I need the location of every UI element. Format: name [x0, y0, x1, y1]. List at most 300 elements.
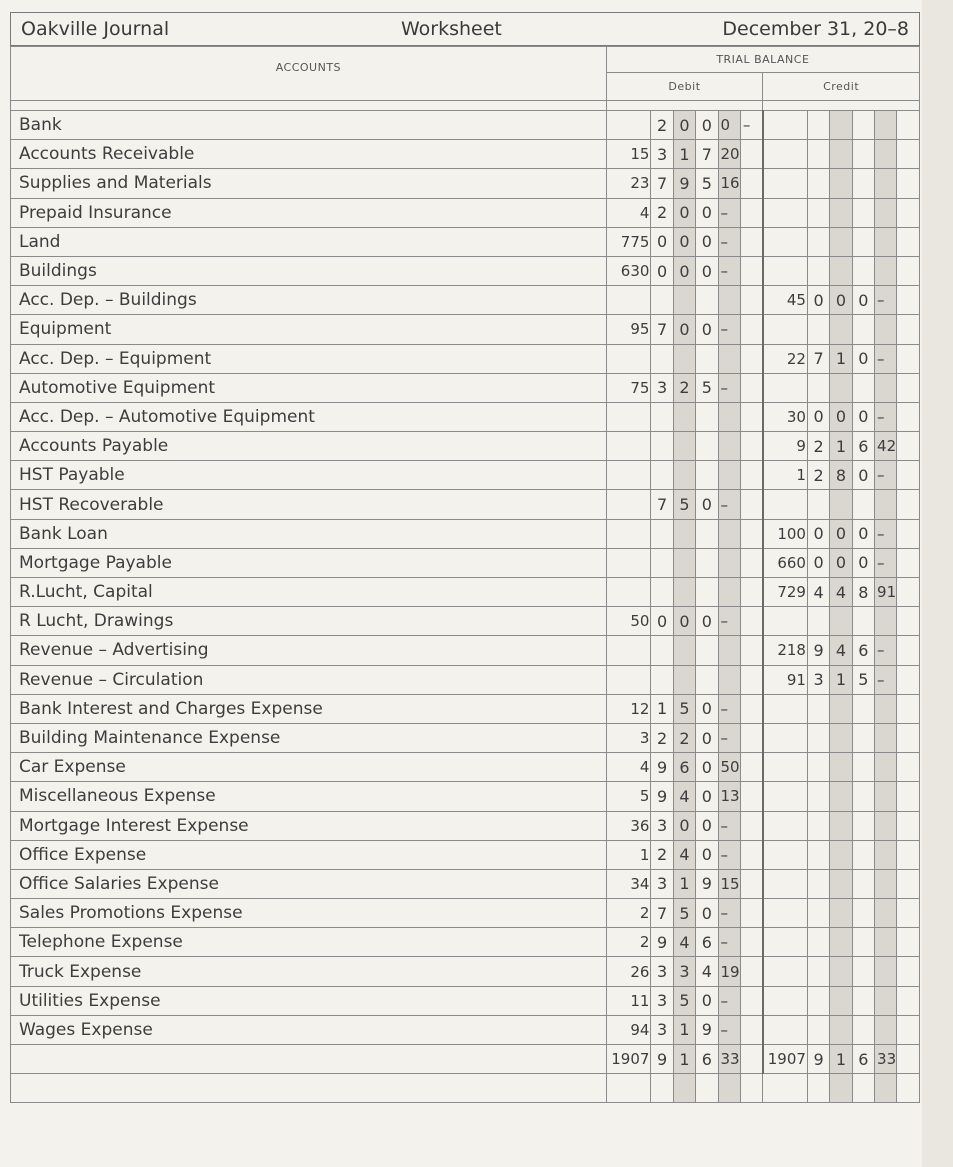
- debit-amount-cell: 0: [696, 753, 718, 782]
- debit-amount-cell: 1: [606, 840, 651, 869]
- credit-amount-cell: [875, 140, 897, 169]
- debit-amount-cell: [740, 432, 762, 461]
- debit-amount-cell: [606, 111, 651, 140]
- table-row: [11, 1015, 920, 1044]
- credit-amount-cell: [875, 169, 897, 198]
- credit-amount-cell: [875, 227, 897, 256]
- account-name: Acc. Dep. – Equipment: [11, 344, 607, 373]
- credit-amount-cell: [807, 607, 829, 636]
- credit-amount-cell: –: [875, 519, 897, 548]
- debit-amount-cell: 7: [696, 140, 718, 169]
- credit-amount-cell: [897, 1045, 920, 1074]
- debit-amount-cell: [651, 432, 673, 461]
- table-row: [11, 198, 920, 227]
- credit-amount-cell: [897, 636, 920, 665]
- debit-amount-cell: 1: [673, 869, 695, 898]
- credit-column-header: Credit: [763, 73, 920, 101]
- debit-amount-cell: [740, 899, 762, 928]
- credit-amount-cell: [897, 869, 920, 898]
- empty-cell: [696, 1074, 718, 1103]
- debit-amount-cell: 3: [651, 869, 673, 898]
- empty-cell: [673, 1074, 695, 1103]
- empty-cell: [651, 1074, 673, 1103]
- credit-amount-cell: [852, 1015, 874, 1044]
- credit-amount-cell: [763, 811, 808, 840]
- credit-amount-cell: [897, 169, 920, 198]
- credit-amount-cell: [875, 782, 897, 811]
- credit-amount-cell: [852, 869, 874, 898]
- debit-amount-cell: 0: [651, 256, 673, 285]
- credit-amount-cell: [852, 111, 874, 140]
- debit-amount-cell: [740, 548, 762, 577]
- credit-amount-cell: [852, 256, 874, 285]
- credit-amount-cell: [807, 694, 829, 723]
- credit-amount-cell: [807, 140, 829, 169]
- debit-amount-cell: 7: [651, 315, 673, 344]
- credit-amount-cell: [830, 899, 852, 928]
- credit-amount-cell: [897, 665, 920, 694]
- debit-amount-cell: [606, 548, 651, 577]
- debit-amount-cell: [696, 432, 718, 461]
- account-name: Wages Expense: [11, 1015, 607, 1044]
- account-name: Building Maintenance Expense: [11, 723, 607, 752]
- credit-amount-cell: [875, 928, 897, 957]
- debit-amount-cell: 33: [718, 1045, 740, 1074]
- credit-amount-cell: [763, 723, 808, 752]
- credit-amount-cell: 218: [763, 636, 808, 665]
- debit-amount-cell: [740, 315, 762, 344]
- spacer-cell: [763, 101, 920, 111]
- credit-amount-cell: [763, 782, 808, 811]
- credit-amount-cell: [807, 840, 829, 869]
- debit-amount-cell: [696, 286, 718, 315]
- debit-amount-cell: [696, 519, 718, 548]
- credit-amount-cell: [897, 519, 920, 548]
- account-name: Supplies and Materials: [11, 169, 607, 198]
- account-name: Revenue – Circulation: [11, 665, 607, 694]
- credit-amount-cell: [830, 607, 852, 636]
- account-name: Automotive Equipment: [11, 373, 607, 402]
- empty-cell: [740, 1074, 762, 1103]
- debit-amount-cell: 7: [651, 490, 673, 519]
- debit-amount-cell: [673, 578, 695, 607]
- debit-amount-cell: –: [718, 928, 740, 957]
- empty-cell: [830, 1074, 852, 1103]
- credit-amount-cell: 45: [763, 286, 808, 315]
- debit-amount-cell: [696, 636, 718, 665]
- worksheet-title: Worksheet: [401, 18, 502, 40]
- debit-amount-cell: 3: [606, 723, 651, 752]
- credit-amount-cell: 0: [830, 402, 852, 431]
- credit-amount-cell: [830, 256, 852, 285]
- debit-amount-cell: 0: [696, 315, 718, 344]
- credit-amount-cell: 0: [852, 461, 874, 490]
- credit-amount-cell: [897, 461, 920, 490]
- credit-amount-cell: [763, 169, 808, 198]
- credit-amount-cell: [875, 373, 897, 402]
- empty-cell: [606, 1074, 651, 1103]
- account-name: Truck Expense: [11, 957, 607, 986]
- credit-amount-cell: 30: [763, 402, 808, 431]
- credit-amount-cell: [763, 1015, 808, 1044]
- debit-amount-cell: [673, 461, 695, 490]
- debit-amount-cell: [606, 490, 651, 519]
- debit-amount-cell: 3: [651, 1015, 673, 1044]
- debit-amount-cell: 3: [651, 957, 673, 986]
- account-name: HST Payable: [11, 461, 607, 490]
- debit-amount-cell: 9: [673, 169, 695, 198]
- credit-amount-cell: [852, 490, 874, 519]
- debit-amount-cell: 0: [696, 111, 718, 140]
- credit-amount-cell: [830, 840, 852, 869]
- debit-amount-cell: 95: [606, 315, 651, 344]
- credit-amount-cell: [830, 928, 852, 957]
- debit-amount-cell: –: [718, 256, 740, 285]
- debit-amount-cell: [673, 519, 695, 548]
- credit-amount-cell: [897, 578, 920, 607]
- credit-amount-cell: 1: [830, 665, 852, 694]
- credit-amount-cell: [763, 490, 808, 519]
- debit-amount-cell: [740, 344, 762, 373]
- credit-amount-cell: [897, 227, 920, 256]
- credit-amount-cell: [830, 811, 852, 840]
- credit-amount-cell: [852, 928, 874, 957]
- credit-amount-cell: [807, 315, 829, 344]
- credit-amount-cell: –: [875, 636, 897, 665]
- debit-amount-cell: –: [718, 373, 740, 402]
- debit-amount-cell: [718, 461, 740, 490]
- debit-amount-cell: –: [718, 840, 740, 869]
- debit-amount-cell: 2: [651, 198, 673, 227]
- credit-amount-cell: –: [875, 461, 897, 490]
- credit-amount-cell: [875, 723, 897, 752]
- spacer-cell: [606, 101, 763, 111]
- debit-amount-cell: [718, 519, 740, 548]
- debit-amount-cell: [740, 227, 762, 256]
- debit-amount-cell: [673, 286, 695, 315]
- debit-amount-cell: [740, 402, 762, 431]
- debit-amount-cell: 3: [651, 140, 673, 169]
- trial-balance-header: TRIAL BALANCE: [606, 47, 919, 73]
- debit-amount-cell: –: [740, 111, 762, 140]
- credit-amount-cell: [875, 753, 897, 782]
- debit-amount-cell: 775: [606, 227, 651, 256]
- credit-amount-cell: [852, 169, 874, 198]
- debit-amount-cell: –: [718, 607, 740, 636]
- debit-amount-cell: 5: [696, 169, 718, 198]
- debit-amount-cell: 2: [673, 373, 695, 402]
- credit-amount-cell: 660: [763, 548, 808, 577]
- debit-amount-cell: [651, 286, 673, 315]
- empty-cell: [807, 1074, 829, 1103]
- debit-amount-cell: 5: [696, 373, 718, 402]
- credit-amount-cell: 5: [852, 665, 874, 694]
- table-row: [11, 928, 920, 957]
- debit-amount-cell: 0: [696, 256, 718, 285]
- account-name: Revenue – Advertising: [11, 636, 607, 665]
- debit-amount-cell: 9: [651, 1045, 673, 1074]
- credit-amount-cell: 1: [830, 344, 852, 373]
- debit-amount-cell: 0: [696, 782, 718, 811]
- debit-amount-cell: 0: [696, 607, 718, 636]
- credit-amount-cell: [897, 723, 920, 752]
- credit-amount-cell: 0: [852, 548, 874, 577]
- credit-amount-cell: [763, 986, 808, 1015]
- debit-amount-cell: 3: [651, 373, 673, 402]
- debit-amount-cell: 0: [696, 723, 718, 752]
- table-row: [11, 461, 920, 490]
- debit-amount-cell: [651, 636, 673, 665]
- credit-amount-cell: [763, 753, 808, 782]
- account-name: Bank Interest and Charges Expense: [11, 694, 607, 723]
- credit-amount-cell: [807, 373, 829, 402]
- debit-amount-cell: [718, 286, 740, 315]
- credit-amount-cell: [830, 111, 852, 140]
- debit-amount-cell: [673, 636, 695, 665]
- credit-amount-cell: [830, 957, 852, 986]
- debit-amount-cell: 94: [606, 1015, 651, 1044]
- debit-amount-cell: –: [718, 899, 740, 928]
- table-row: [11, 373, 920, 402]
- table-row: [11, 957, 920, 986]
- debit-amount-cell: [740, 519, 762, 548]
- debit-amount-cell: 26: [606, 957, 651, 986]
- credit-amount-cell: [830, 694, 852, 723]
- debit-amount-cell: 36: [606, 811, 651, 840]
- account-name: Acc. Dep. – Automotive Equipment: [11, 402, 607, 431]
- debit-amount-cell: –: [718, 315, 740, 344]
- credit-amount-cell: [807, 957, 829, 986]
- credit-amount-cell: [875, 986, 897, 1015]
- debit-amount-cell: 4: [696, 957, 718, 986]
- debit-amount-cell: [696, 461, 718, 490]
- credit-amount-cell: [852, 986, 874, 1015]
- debit-amount-cell: 0: [673, 607, 695, 636]
- credit-amount-cell: [807, 753, 829, 782]
- credit-amount-cell: 3: [807, 665, 829, 694]
- credit-amount-cell: [875, 694, 897, 723]
- debit-amount-cell: [718, 548, 740, 577]
- credit-amount-cell: [852, 315, 874, 344]
- debit-amount-cell: 4: [606, 753, 651, 782]
- debit-amount-cell: 4: [673, 782, 695, 811]
- debit-amount-cell: 0: [696, 227, 718, 256]
- credit-amount-cell: [852, 840, 874, 869]
- debit-amount-cell: 0: [673, 227, 695, 256]
- credit-amount-cell: 0: [830, 519, 852, 548]
- debit-amount-cell: 0: [696, 694, 718, 723]
- credit-amount-cell: [830, 490, 852, 519]
- credit-amount-cell: –: [875, 665, 897, 694]
- credit-amount-cell: [807, 986, 829, 1015]
- credit-amount-cell: [830, 869, 852, 898]
- credit-amount-cell: [830, 753, 852, 782]
- credit-amount-cell: 0: [807, 519, 829, 548]
- debit-amount-cell: [673, 432, 695, 461]
- debit-amount-cell: 3: [651, 986, 673, 1015]
- credit-amount-cell: [830, 169, 852, 198]
- credit-amount-cell: [852, 227, 874, 256]
- credit-amount-cell: [830, 198, 852, 227]
- credit-amount-cell: [897, 373, 920, 402]
- debit-amount-cell: [740, 461, 762, 490]
- credit-amount-cell: [807, 723, 829, 752]
- debit-amount-cell: 3: [673, 957, 695, 986]
- credit-amount-cell: [897, 402, 920, 431]
- debit-amount-cell: [673, 402, 695, 431]
- credit-amount-cell: [897, 256, 920, 285]
- debit-amount-cell: 0: [651, 607, 673, 636]
- debit-amount-cell: [651, 461, 673, 490]
- debit-amount-cell: 0: [696, 840, 718, 869]
- account-name: Bank: [11, 111, 607, 140]
- debit-amount-cell: [606, 344, 651, 373]
- account-name: Miscellaneous Expense: [11, 782, 607, 811]
- debit-amount-cell: [718, 665, 740, 694]
- debit-amount-cell: [606, 636, 651, 665]
- credit-amount-cell: [875, 607, 897, 636]
- account-name: Prepaid Insurance: [11, 198, 607, 227]
- table-row: [11, 869, 920, 898]
- debit-amount-cell: [651, 578, 673, 607]
- table-row: [11, 519, 920, 548]
- table-row: [11, 548, 920, 577]
- account-name: [11, 1045, 607, 1074]
- account-name: Mortgage Interest Expense: [11, 811, 607, 840]
- trial-balance-table: [10, 46, 920, 1103]
- table-row: [11, 607, 920, 636]
- table-row: [11, 694, 920, 723]
- table-row: [11, 753, 920, 782]
- credit-amount-cell: [875, 315, 897, 344]
- debit-amount-cell: 11: [606, 986, 651, 1015]
- debit-amount-cell: [696, 665, 718, 694]
- credit-amount-cell: [807, 111, 829, 140]
- credit-amount-cell: 22: [763, 344, 808, 373]
- table-row: [11, 723, 920, 752]
- table-row: [11, 315, 920, 344]
- debit-amount-cell: 5: [606, 782, 651, 811]
- debit-amount-cell: [740, 957, 762, 986]
- table-row: [11, 140, 920, 169]
- credit-amount-cell: [897, 957, 920, 986]
- credit-amount-cell: [897, 782, 920, 811]
- credit-amount-cell: [830, 373, 852, 402]
- credit-amount-cell: [763, 607, 808, 636]
- debit-amount-cell: 15: [718, 869, 740, 898]
- debit-amount-cell: 0: [696, 986, 718, 1015]
- credit-amount-cell: 9: [807, 1045, 829, 1074]
- credit-amount-cell: [875, 957, 897, 986]
- account-name: Mortgage Payable: [11, 548, 607, 577]
- credit-amount-cell: [807, 928, 829, 957]
- debit-amount-cell: 1: [673, 1015, 695, 1044]
- empty-cell: [763, 1074, 808, 1103]
- credit-amount-cell: 0: [807, 402, 829, 431]
- credit-amount-cell: [763, 957, 808, 986]
- debit-amount-cell: [740, 578, 762, 607]
- debit-amount-cell: –: [718, 490, 740, 519]
- debit-amount-cell: 9: [651, 753, 673, 782]
- debit-amount-cell: 23: [606, 169, 651, 198]
- debit-amount-cell: 7: [651, 169, 673, 198]
- debit-amount-cell: [651, 665, 673, 694]
- credit-amount-cell: [807, 899, 829, 928]
- debit-amount-cell: [606, 578, 651, 607]
- credit-amount-cell: [807, 811, 829, 840]
- account-name: Land: [11, 227, 607, 256]
- table-row: [11, 578, 920, 607]
- debit-amount-cell: [718, 402, 740, 431]
- debit-amount-cell: [740, 140, 762, 169]
- debit-amount-cell: [651, 402, 673, 431]
- account-name: R.Lucht, Capital: [11, 578, 607, 607]
- credit-amount-cell: [830, 986, 852, 1015]
- debit-amount-cell: –: [718, 694, 740, 723]
- credit-amount-cell: [897, 607, 920, 636]
- debit-amount-cell: [606, 286, 651, 315]
- credit-amount-cell: [897, 432, 920, 461]
- credit-amount-cell: [852, 607, 874, 636]
- debit-amount-cell: [740, 169, 762, 198]
- credit-amount-cell: 1: [763, 461, 808, 490]
- credit-amount-cell: 729: [763, 578, 808, 607]
- credit-amount-cell: [875, 869, 897, 898]
- credit-amount-cell: 42: [875, 432, 897, 461]
- debit-amount-cell: [606, 402, 651, 431]
- credit-amount-cell: 7: [807, 344, 829, 373]
- debit-amount-cell: [651, 344, 673, 373]
- table-row: [11, 227, 920, 256]
- debit-amount-cell: 75: [606, 373, 651, 402]
- debit-amount-cell: 0: [673, 315, 695, 344]
- credit-amount-cell: [830, 315, 852, 344]
- credit-amount-cell: [763, 315, 808, 344]
- debit-amount-cell: 5: [673, 899, 695, 928]
- table-row: [11, 1074, 920, 1103]
- debit-amount-cell: [740, 753, 762, 782]
- credit-amount-cell: 91: [763, 665, 808, 694]
- credit-amount-cell: [807, 1015, 829, 1044]
- credit-amount-cell: [897, 1015, 920, 1044]
- credit-amount-cell: [897, 548, 920, 577]
- table-row: [11, 811, 920, 840]
- credit-amount-cell: [852, 373, 874, 402]
- credit-amount-cell: [875, 811, 897, 840]
- debit-amount-cell: [606, 665, 651, 694]
- account-name: Sales Promotions Expense: [11, 899, 607, 928]
- credit-amount-cell: 8: [830, 461, 852, 490]
- credit-amount-cell: 6: [852, 1045, 874, 1074]
- credit-amount-cell: [875, 198, 897, 227]
- credit-amount-cell: [897, 286, 920, 315]
- credit-amount-cell: 1: [830, 432, 852, 461]
- credit-amount-cell: 6: [852, 432, 874, 461]
- debit-amount-cell: –: [718, 723, 740, 752]
- credit-amount-cell: [830, 227, 852, 256]
- credit-amount-cell: 91: [875, 578, 897, 607]
- debit-amount-cell: 0: [696, 490, 718, 519]
- debit-amount-cell: [606, 519, 651, 548]
- empty-cell: [897, 1074, 920, 1103]
- debit-amount-cell: [718, 344, 740, 373]
- credit-amount-cell: [852, 694, 874, 723]
- debit-amount-cell: [740, 782, 762, 811]
- credit-amount-cell: 0: [852, 344, 874, 373]
- debit-amount-cell: [740, 198, 762, 227]
- empty-cell: [852, 1074, 874, 1103]
- debit-amount-cell: 2: [651, 840, 673, 869]
